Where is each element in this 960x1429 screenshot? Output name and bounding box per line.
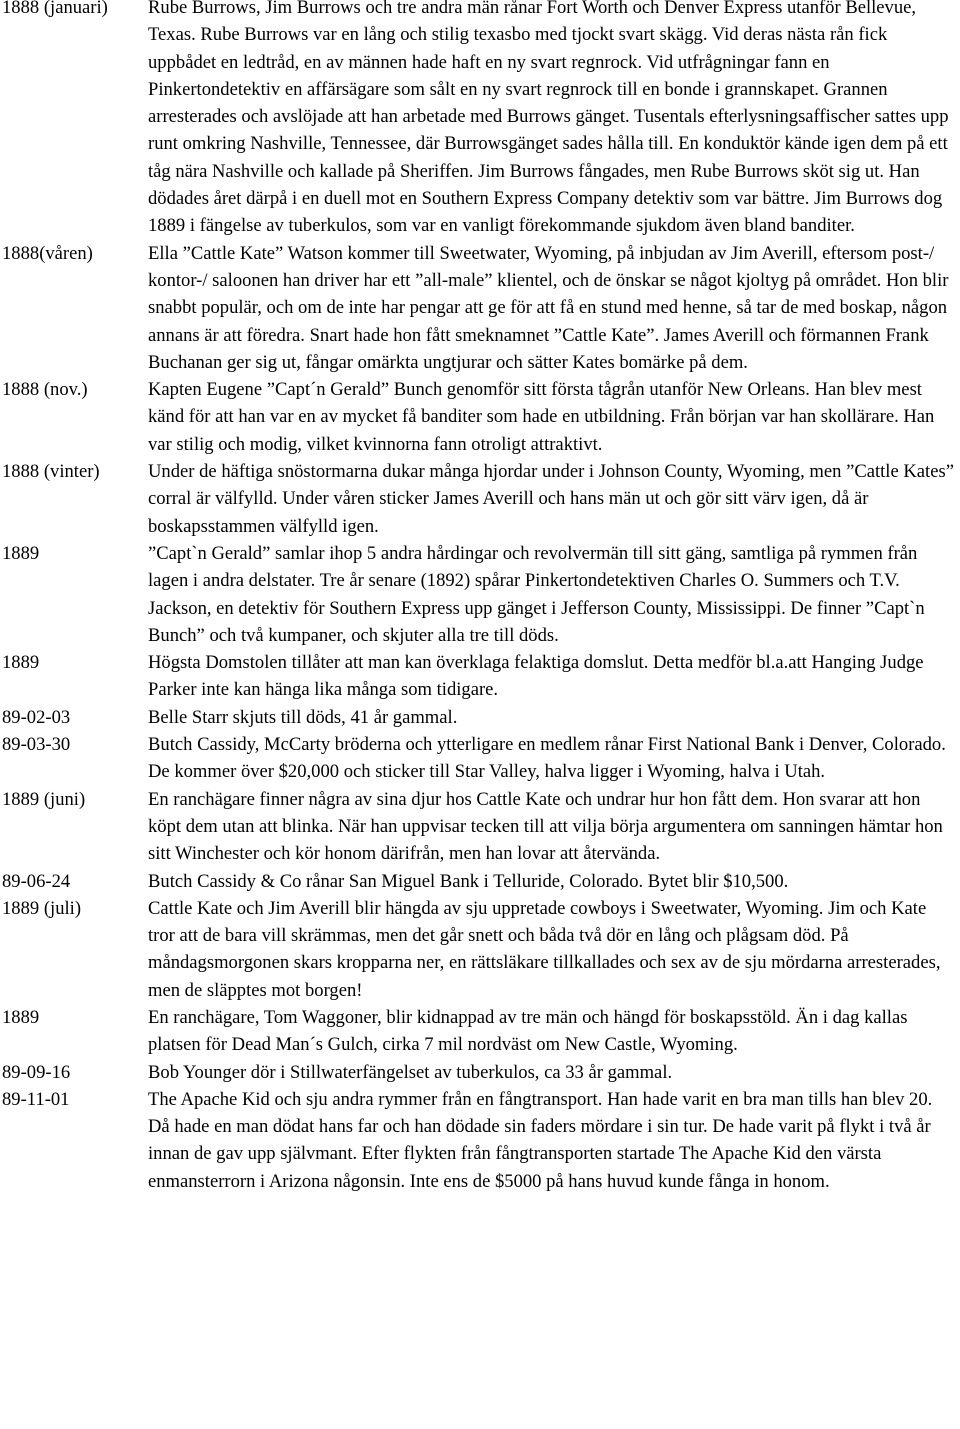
entry-text: En ranchägare finner några av sina djur hos Cattle Kate och undrar hur hon fått dem. Hon svarar att hon köpt dem utan att blinka. När han uppvisar tecken till att vilja börja argumentera om sanningen hämtar hon sitt Winchester och kör honom därifrån, men han lovar att återvända. bbox=[148, 788, 943, 865]
entry-text: Under de häftiga snöstormarna dukar många hjordar under i Johnson County, Wyoming, men ”Cattle Kates” corral är välfylld. Under våren sticker James Averill och hans män ut och gör sitt värv igen, då är boskapsstammen välfylld igen. bbox=[148, 461, 954, 537]
timeline-entry bbox=[0, 731, 960, 786]
entry-date: 89-06-24 bbox=[2, 870, 71, 892]
entry-date: 1889 (juli) bbox=[2, 897, 82, 919]
entry-date: 89-03-30 bbox=[2, 734, 71, 756]
entry-text: Kapten Eugene ”Capt´n Gerald” Bunch genomför sitt första tågrån utanför New Orleans. Han blev mest känd för att han var en av mycket få banditer som hade en utbildning. Från början var han skollärare. Han var stilig och modig, vilket kvinnorna fann otroligt attraktivt. bbox=[148, 379, 935, 455]
entry-text: ”Capt`n Gerald” samlar ihop 5 andra hårdingar och revolvermän till sitt gäng, samtliga på rymmen från lagen i andra delstater. Tre år senare (1892) spårar Pinkertondetektiven Charles O. Summers och T.V. Jackson, en detektiv för Southern Express upp gänget i Jefferson County, Mississippi. De finner ”Capt`n Bunch” och två kumpaner, och skjuter alla tre till döds. bbox=[148, 542, 925, 646]
entry-text: Ella ”Cattle Kate” Watson kommer till Sweetwater, Wyoming, på inbjudan av Jim Averill, eftersom post-/ kontor-/ saloonen han driver har ett ”all-male” klientel, och de önskar se något kjoltyg på området. Hon blir snabbt populär, och om de inte har pengar att ge för att få en stund med henne, så tar de med boskap, någon annans är att föredra. Snart hade hon fått smeknamnet ”Cattle Kate”. James Averill och förmannen Frank Buchanan ger sig ut, fångar omärkta ungtjurar och sätter Kates bomärke på dem. bbox=[148, 242, 949, 373]
entry-text: En ranchägare, Tom Waggoner, blir kidnappad av tre män och hängd för boskapsstöld. Än i dag kallas platsen för Dead Man´s Gulch, cirka 7 mil nordväst om New Castle, Wyoming. bbox=[148, 1006, 908, 1056]
timeline-entry bbox=[0, 786, 960, 868]
entry-text: Butch Cassidy, McCarty bröderna och ytterligare en medlem rånar First National Bank i Denver, Colorado. De kommer över $20,000 och sticker till Star Valley, halva ligger i Wyoming, halva i Utah. bbox=[148, 734, 946, 783]
timeline-entry bbox=[0, 0, 960, 240]
entry-date: 1888(våren) bbox=[2, 242, 93, 264]
entry-date: 1888 (vinter) bbox=[2, 461, 100, 483]
entry-date: 1889 (juni) bbox=[2, 788, 86, 810]
timeline-entry bbox=[0, 868, 960, 895]
entry-date: 1889 bbox=[2, 1006, 40, 1028]
timeline-entry bbox=[0, 704, 960, 731]
entry-text: Belle Starr skjuts till döds, 41 år gammal. bbox=[148, 706, 458, 728]
timeline-entry bbox=[0, 649, 960, 704]
timeline-entry bbox=[0, 1086, 960, 1195]
timeline-entry bbox=[0, 240, 960, 376]
entry-text: Högsta Domstolen tillåter att man kan överklaga felaktiga domslut. Detta medför bl.a.att Hanging Judge Parker inte kan hänga lika många som tidigare. bbox=[148, 652, 924, 701]
timeline-entry bbox=[0, 376, 960, 458]
entry-text: Butch Cassidy & Co rånar San Miguel Bank i Telluride, Colorado. Bytet blir $10,500. bbox=[148, 870, 789, 892]
timeline-entry bbox=[0, 895, 960, 1004]
timeline-entry bbox=[0, 1059, 960, 1086]
timeline-entry bbox=[0, 1004, 960, 1059]
entry-date: 1888 (januari) bbox=[2, 0, 108, 18]
entry-date: 1889 bbox=[2, 652, 40, 674]
entry-date: 89-02-03 bbox=[2, 706, 71, 728]
timeline-entry bbox=[0, 458, 960, 540]
entry-text: The Apache Kid och sju andra rymmer från en fångtransport. Han hade varit en bra man tills han blev 20. Då hade en man dödat hans far och han dödade sin faders mördare i sin tur. De hade varit på flykt i två år innan de gav upp självmant. Efter flykten från fångtransporten startade The Apache Kid den värsta enmansterrorn i Arizona någonsin. Inte ens de $5000 på hans huvud kunde fånga in honom. bbox=[148, 1088, 933, 1192]
entry-date: 1889 bbox=[2, 542, 40, 564]
entry-date: 89-11-01 bbox=[2, 1088, 70, 1110]
entry-text: Rube Burrows, Jim Burrows och tre andra män rånar Fort Worth och Denver Express utanför Bellevue, Texas. Rube Burrows var en lång och stilig texasbo med tjockt svart skägg. Vid deras nästa rån fick uppbådet en ledtråd, en av männen hade haft en ny svart regnrock. Vid utfrågningar fann en Pinkertondetektiv en affärsägare som sålt en ny svart regnrock till en bonde i grannskapet. Grannen arresterades och avslöjade att han arbetade med Burrows gänget. Tusentals efterlysningsaffischer sattes upp runt omkring Nashville, Tennessee, där Burrowsgänget sades hålla till. En konduktör kände igen dem på ett tåg nära Nashville och kallade på Sheriffen. Jim Burrows fångades, men Rube Burrows sköt sig ut. Han dödades året därpå i en duell mot en Southern Express Company detektiv som var bättre. Jim Burrows dog 1889 i fängelse av tuberkulos, som var en vanligt förekommande sjukdom även bland banditer. bbox=[148, 0, 949, 237]
entry-date: 89-09-16 bbox=[2, 1061, 71, 1083]
entry-text: Cattle Kate och Jim Averill blir hängda av sju uppretade cowboys i Sweetwater, Wyoming. Jim och Kate tror att de bara vill skrämmas, men det går snett och båda två dör en lång och plågsam död. På måndagsmorgonen skars kropparna ner, en rättsläkare tillkallades och sex av de sju mördarna arresterades, men de släpptes mot borgen! bbox=[148, 897, 941, 1001]
entry-text: Bob Younger dör i Stillwaterfängelset av tuberkulos, ca 33 år gammal. bbox=[148, 1061, 673, 1083]
entry-date: 1888 (nov.) bbox=[2, 379, 88, 401]
timeline-entry bbox=[0, 540, 960, 649]
